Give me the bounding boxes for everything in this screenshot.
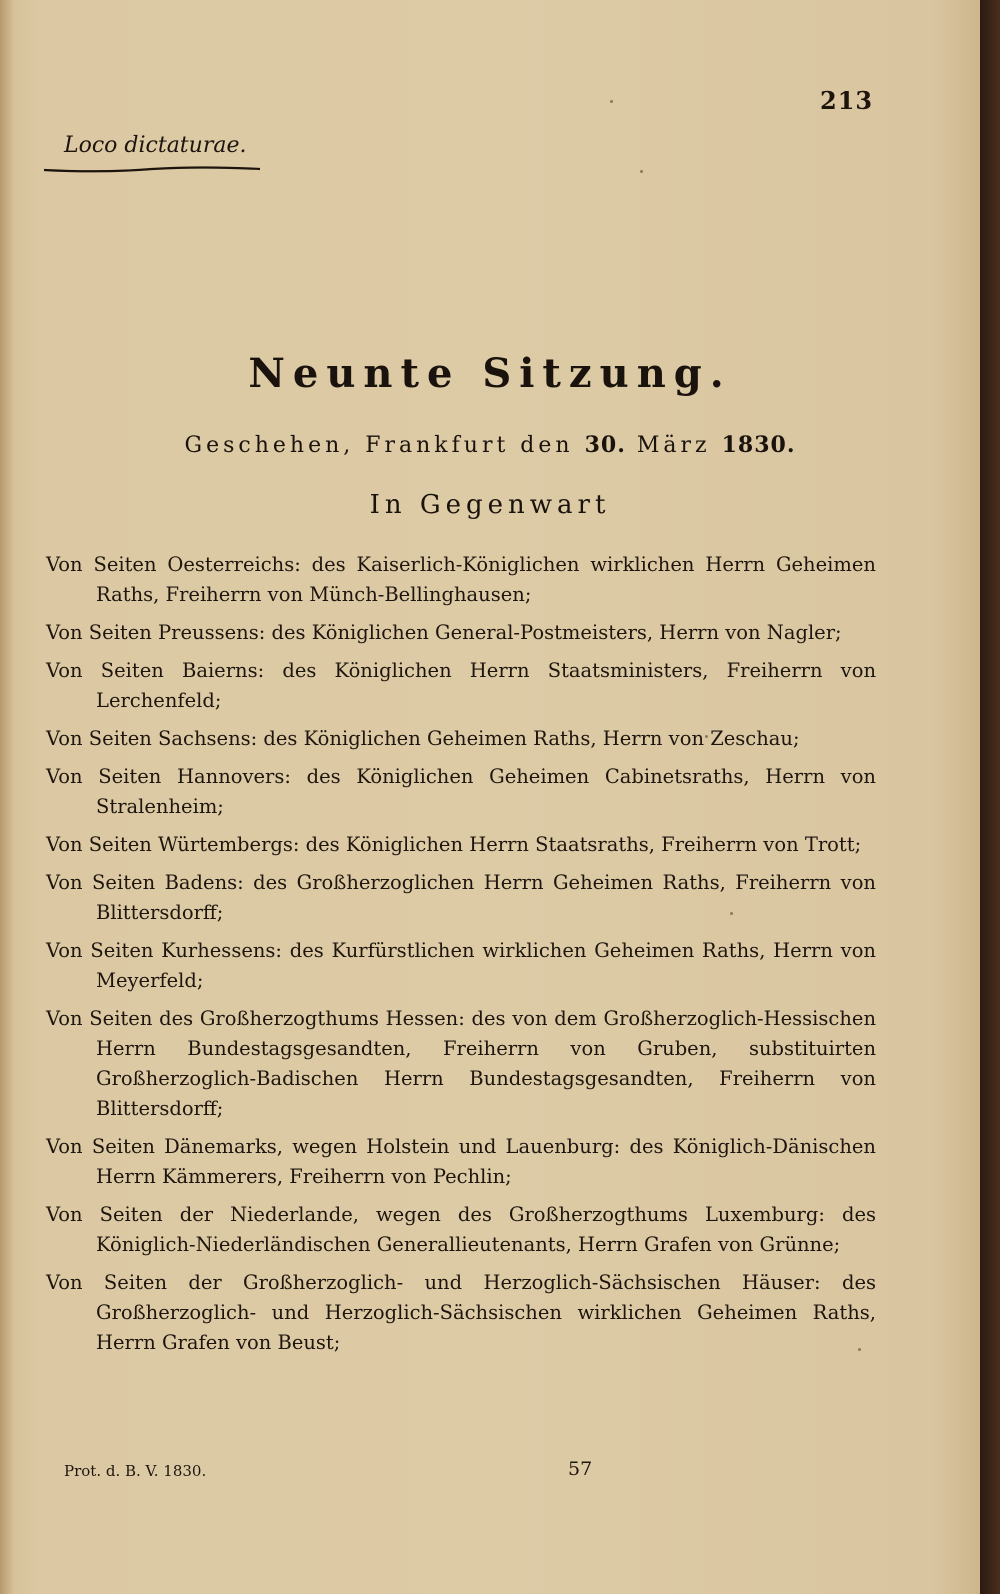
attendance-entry: Von Seiten Oesterreichs: des Kaiserlich-Königlichen wirklichen Herrn Geheimen Raths, Freiherrn von Münch-Bellinghausen;	[46, 553, 876, 606]
attendance-entry: Von Seiten Würtembergs: des Königlichen Herrn Staatsraths, Freiherrn von Trott;	[46, 833, 862, 856]
stamp-underline	[42, 165, 262, 175]
attendance-entry: Von Seiten der Niederlande, wegen des Großherzogthums Luxemburg: des Königlich-Niederländischen Generallieutenants, Herrn Grafen von Grünne;	[46, 1203, 876, 1256]
session-date-line	[0, 432, 980, 458]
footer-sheet-number: 57	[568, 1458, 593, 1480]
session-title: Neunte Sitzung.	[248, 350, 732, 397]
attendance-entry: Von Seiten Sachsens: des Königlichen Geheimen Raths, Herrn von Zeschau;	[46, 727, 800, 750]
attendance-entry: Von Seiten der Großherzoglich- und Herzoglich-Sächsischen Häuser: des Großherzoglich- und Herzoglich-Sächsischen wirklichen Geheimen Raths, Herrn Grafen von Beust;	[46, 1271, 876, 1354]
attendance-entry: Von Seiten Dänemarks, wegen Holstein und Lauenburg: des Königlich-Dänischen Herrn Kämmerers, Freiherrn von Pechlin;	[46, 1135, 876, 1188]
section-heading: In Gegenwart	[369, 490, 611, 520]
page-edge-shadow	[980, 0, 1000, 1594]
attendance-entry: Von Seiten Kurhessens: des Kurfürstlichen wirklichen Geheimen Raths, Herrn von Meyerfeld;	[46, 939, 876, 992]
attendance-entry: Von Seiten Hannovers: des Königlichen Geheimen Cabinetsraths, Herrn von Stralenheim;	[46, 765, 876, 818]
attendance-list	[46, 550, 876, 1366]
date-month: März	[636, 433, 711, 458]
attendance-entry: Von Seiten Badens: des Großherzoglichen Herrn Geheimen Raths, Freiherrn von Blittersdorff;	[46, 871, 876, 924]
page-number: 213	[820, 86, 874, 115]
attendance-entry: Von Seiten Preussens: des Königlichen General-Postmeisters, Herrn von Nagler;	[46, 621, 842, 644]
date-day: 30.	[584, 432, 626, 458]
footer-signature: Prot. d. B. V. 1830.	[64, 1462, 207, 1480]
paper-speck	[610, 100, 613, 103]
date-year: 1830.	[721, 432, 796, 458]
paper-speck	[640, 170, 643, 173]
attendance-entry: Von Seiten Baierns: des Königlichen Herrn Staatsministers, Freiherrn von Lerchenfeld;	[46, 659, 876, 712]
loco-dictaturae-stamp: Loco dictaturae.	[64, 133, 247, 158]
attendance-entry: Von Seiten des Großherzogthums Hessen: des von dem Großherzoglich-Hessischen Herrn Bundestagsgesandten, Freiherrn von Gruben, substituirten Großherzoglich-Badischen Herrn Bundestagsgesandten, Freiherrn von Blittersdorff;	[46, 1007, 876, 1120]
date-prefix: Geschehen, Frankfurt den	[184, 433, 574, 458]
